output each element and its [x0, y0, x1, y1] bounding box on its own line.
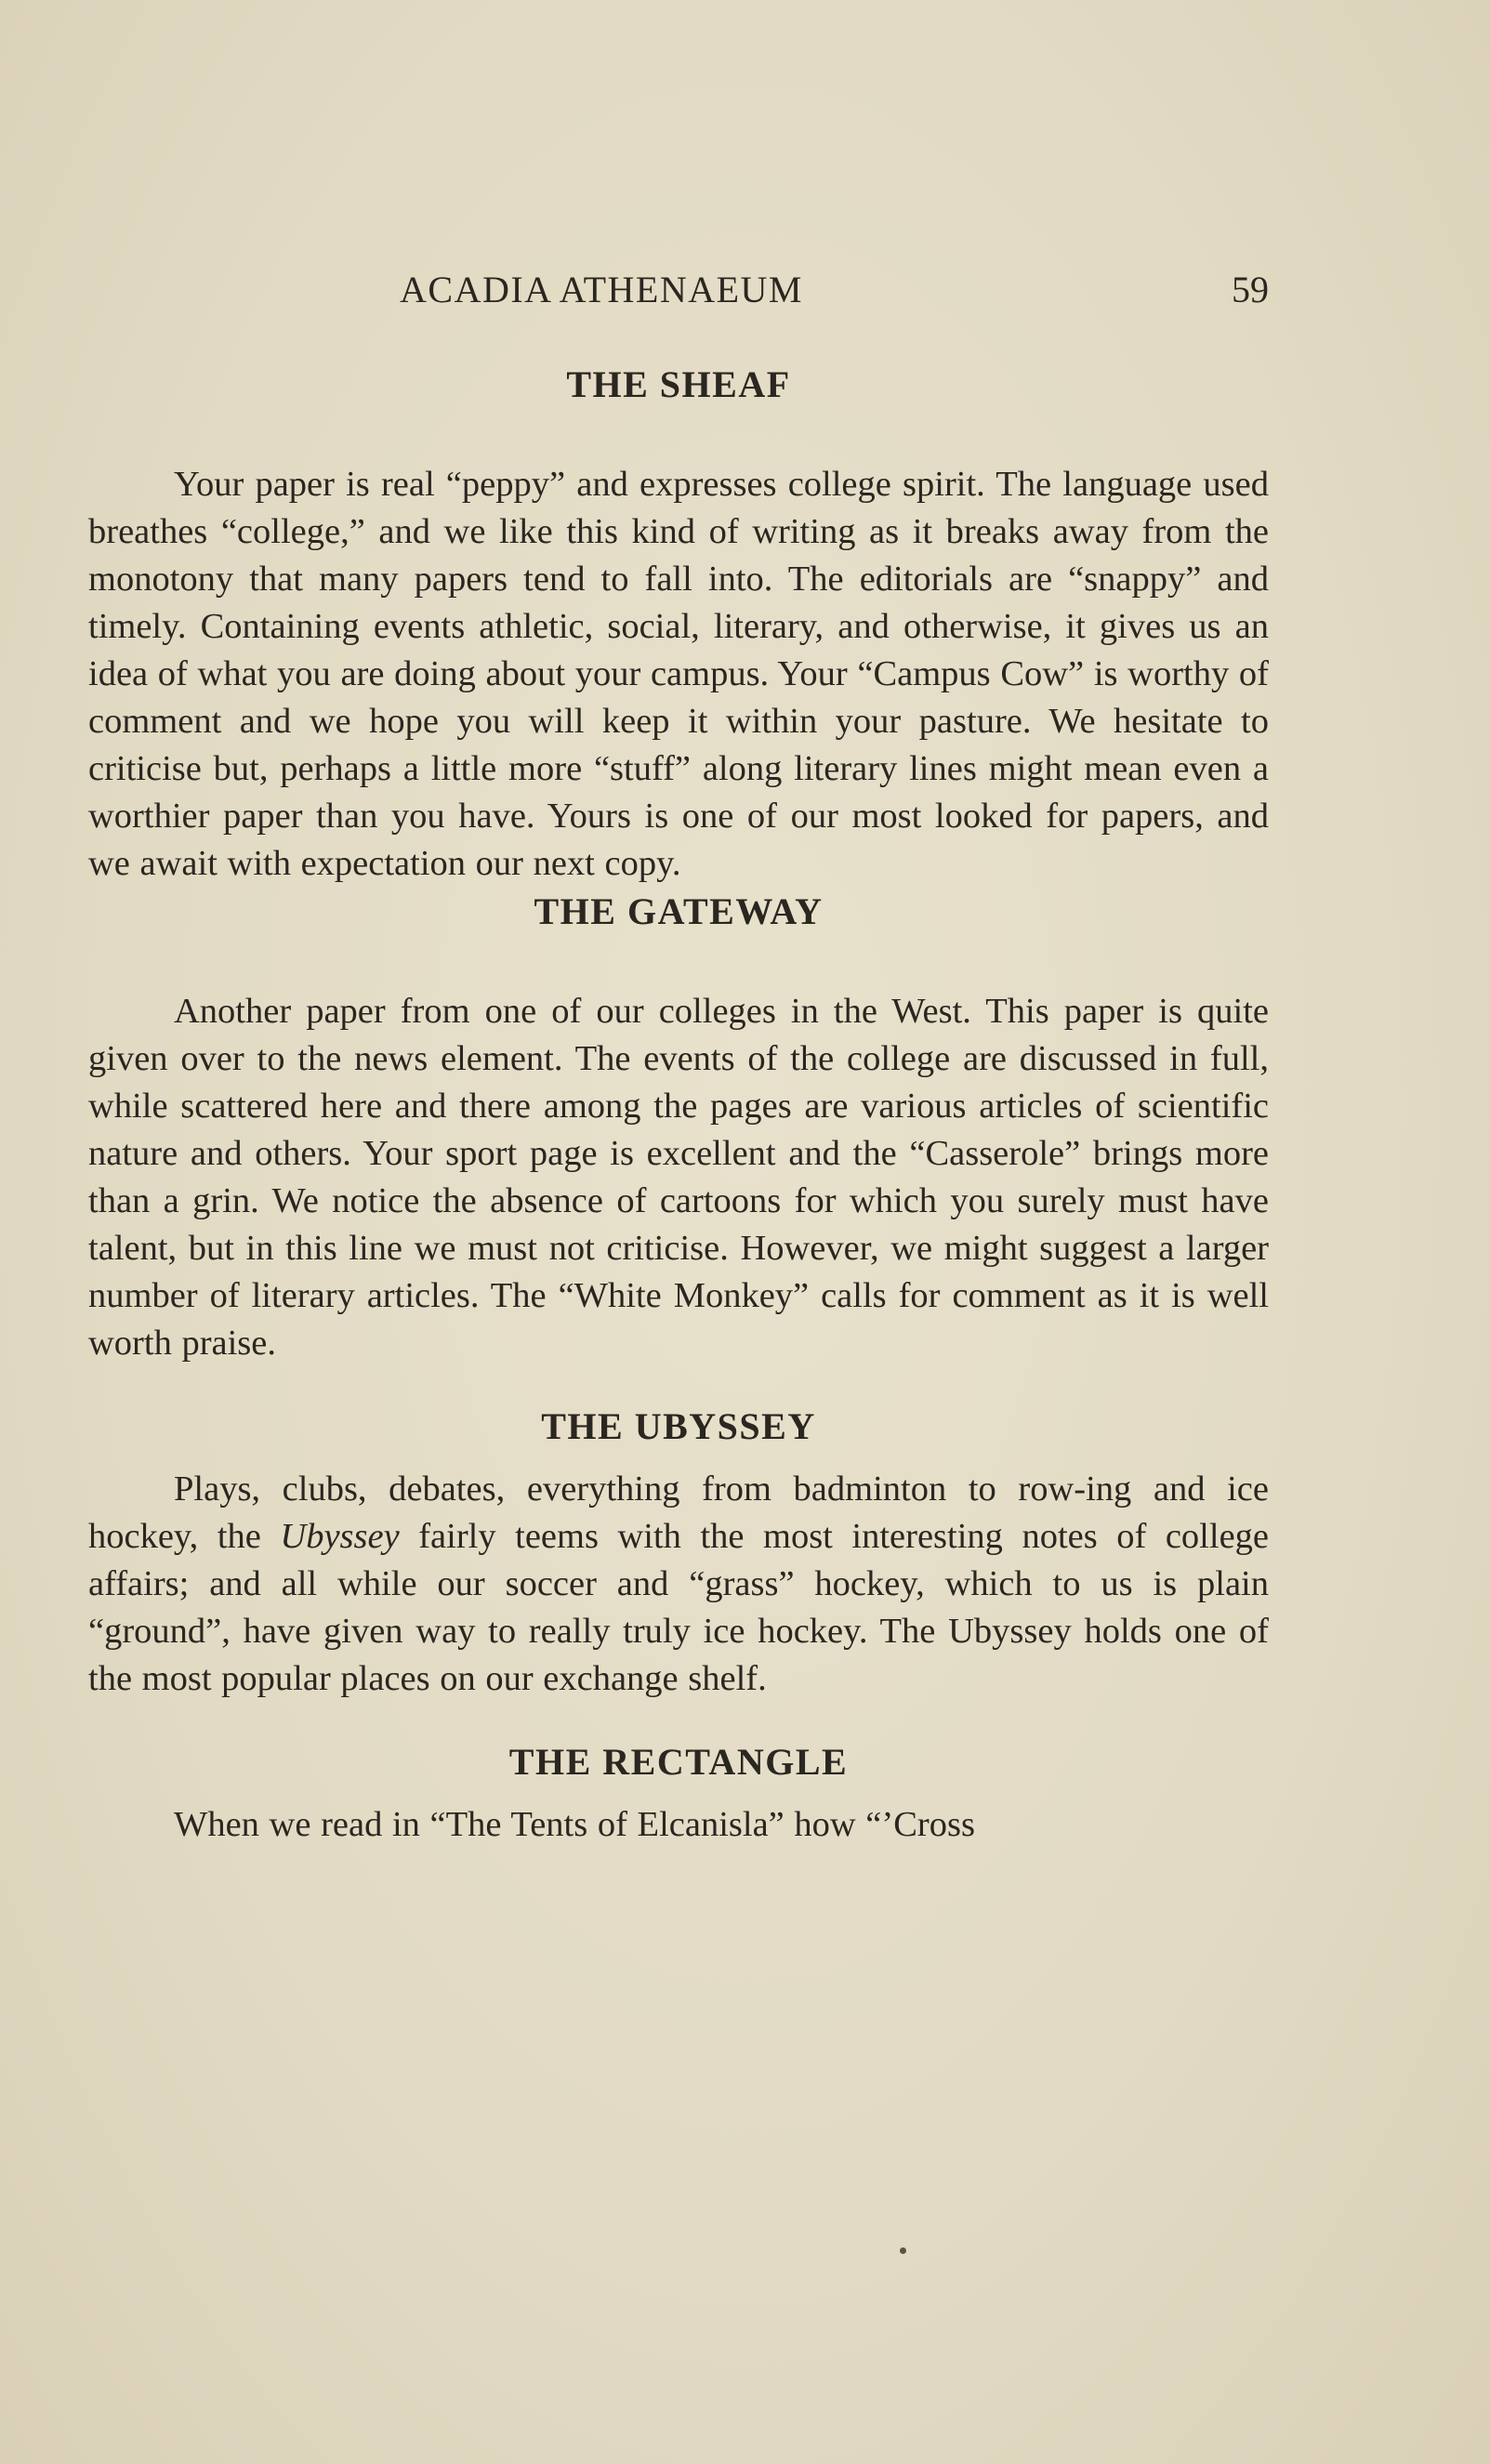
ubyssey-italic-title: Ubyssey: [280, 1517, 400, 1556]
section-body-the-rectangle: When we read in “The Tents of Elcanisla” how “’Cross: [174, 1805, 975, 1844]
section-heading-the-gateway: THE GATEWAY: [534, 890, 824, 932]
section-body-the-sheaf: Your paper is real “peppy” and expresses college spirit. The language used breathes “college,” and we like this kind of writing as it breaks away from the monotony that many papers tend to fall into. The editorials are “snappy” and timely. Containing events athletic, social, literary, and otherwise, it gives us an idea of what you are doing about your campus. Your “Campus Cow” is worthy of comment and we hope you will keep it within your pasture. We hesitate to criticise but, perhaps a little more “stuff” along literary lines might mean even a worthier paper than you have. Yours is one of our most looked for papers, and we await with expectation our next copy.: [88, 465, 1269, 883]
running-head: [88, 268, 1269, 316]
section-body-the-ubyssey: [88, 1466, 1269, 1703]
section-heading-the-sheaf: THE SHEAF: [566, 363, 791, 405]
section-heading-the-ubyssey: THE UBYSSEY: [541, 1405, 816, 1447]
section-body-the-gateway: Another paper from one of our colleges in the West. This paper is quite given over to the news element. The events of the college are discussed in full, while scattered here and there among the pages are various articles of scientific nature and others. Your sport page is excellent and the “Casserole” brings more than a grin. We notice the absence of cartoons for which you surely must have talent, but in this line we must not criticise. However, we might suggest a larger number of literary articles. The “White Monkey” calls for comment as it is well worth praise.: [88, 992, 1269, 1363]
ubyssey-text-start: Plays, clubs, debates, everything from badminton to row-ing and ice hockey, the: [88, 1469, 1269, 1556]
publication-title: ACADIA ATHENAEUM: [400, 269, 803, 310]
paper-speck: [900, 2247, 906, 2254]
section-heading-the-rectangle: THE RECTANGLE: [508, 1741, 849, 1783]
text-column: [88, 361, 1269, 1849]
ubyssey-text-end: fairly teems with the most interesting notes of college affairs; and all while our soccer and “grass” hockey, which to us is plain “ground”, have given way to really truly ice hockey. The Ubyssey holds one of the most popular places on our exchange shelf.: [88, 1517, 1270, 1698]
page-number: 59: [1232, 269, 1269, 310]
